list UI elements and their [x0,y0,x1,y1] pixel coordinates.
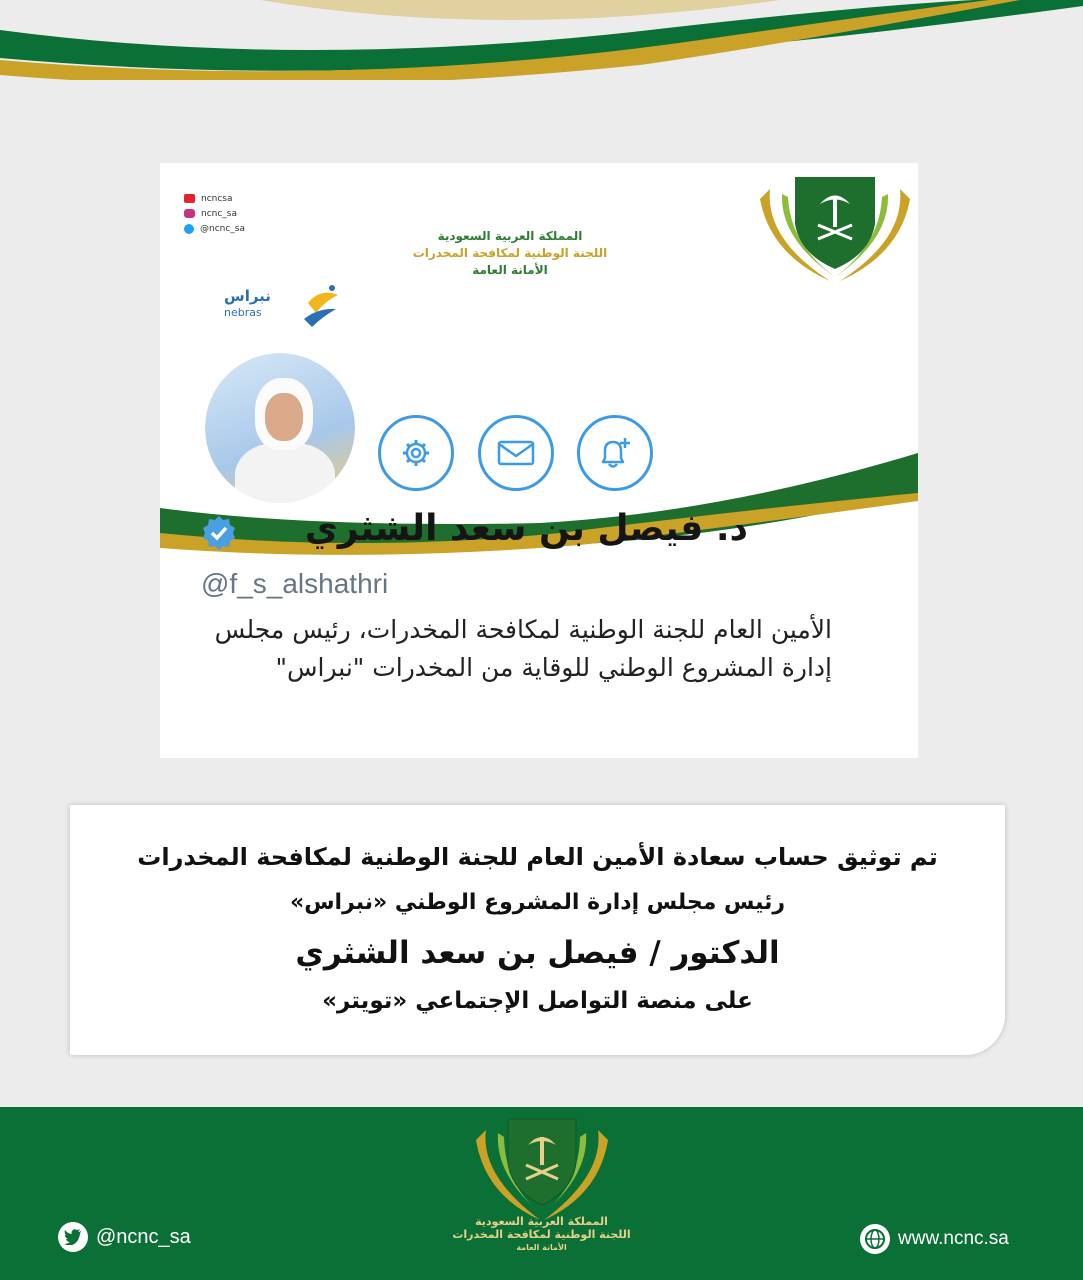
profile-name: د. فيصل بن سعد الشثري [304,508,748,549]
org-line-2: اللجنة الوطنية لمكافحة المخدرات [412,246,608,260]
footer-twitter-handle: @ncnc_sa [96,1225,191,1248]
announcement-box [70,805,1005,1055]
globe-icon [860,1224,890,1254]
footer-website-url: www.ncnc.sa [898,1228,1009,1249]
card-org-title [390,228,630,279]
notifications-button[interactable] [577,415,653,491]
mail-icon [496,438,536,468]
footer-org-line-2: اللجنة الوطنية لمكافحة المخدرات [452,1228,631,1241]
profile-handle[interactable]: @f_s_alshathri [201,568,389,599]
instagram-handle: ncnc_sa [201,208,238,219]
footer-org-line-1: المملكة العربية السعودية [475,1215,608,1228]
footer-org-title [400,1215,683,1254]
youtube-icon [184,194,195,203]
ncnc-emblem-icon [750,169,918,289]
footer [0,1107,1083,1280]
instagram-icon [184,209,195,218]
announcement-line-1: تم توثيق حساب سعادة الأمين العام للجنة الوطنية لمكافحة المخدرات [137,843,938,871]
verified-badge-icon [201,515,237,551]
announcement-line-2: رئيس مجلس إدارة المشروع الوطني «نبراس» [289,890,785,915]
gear-icon [401,438,431,468]
footer-twitter-link[interactable] [58,1222,191,1252]
org-line-3: الأمانة العامة [472,263,548,277]
youtube-link[interactable] [184,191,245,206]
twitter-profile-card [160,163,918,758]
message-button[interactable] [478,415,554,491]
footer-org-line-3: الأمانة العامة [516,1243,567,1252]
settings-button[interactable] [378,415,454,491]
social-links [184,191,245,236]
profile-bio: الأمين العام للجنة الوطنية لمكافحة المخدرات، رئيس مجلس إدارة المشروع الوطني للوقاية من المخدرات "نبراس" [214,615,832,682]
profile-avatar[interactable] [200,348,360,508]
nebras-arabic-label: نبراس [224,287,271,305]
twitter-handle: @ncnc_sa [200,223,246,234]
twitter-link[interactable] [184,221,245,236]
bell-plus-icon [597,436,633,470]
instagram-link[interactable] [184,206,245,221]
org-line-1: المملكة العربية السعودية [437,229,583,243]
youtube-handle: ncncsa [201,193,233,204]
footer-website-link[interactable] [860,1224,1009,1254]
nebras-english-label: nebras [224,306,262,319]
announcement-line-3: الدكتور / فيصل بن سعد الشثري [295,935,780,971]
twitter-icon [184,224,194,234]
twitter-icon [58,1222,88,1252]
top-swoosh-decoration [0,0,1083,80]
footer-emblem-icon [470,1115,614,1225]
announcement-line-4: على منصة التواصل الإجتماعي «تويتر» [322,988,753,1014]
avatar-photo [205,353,355,503]
